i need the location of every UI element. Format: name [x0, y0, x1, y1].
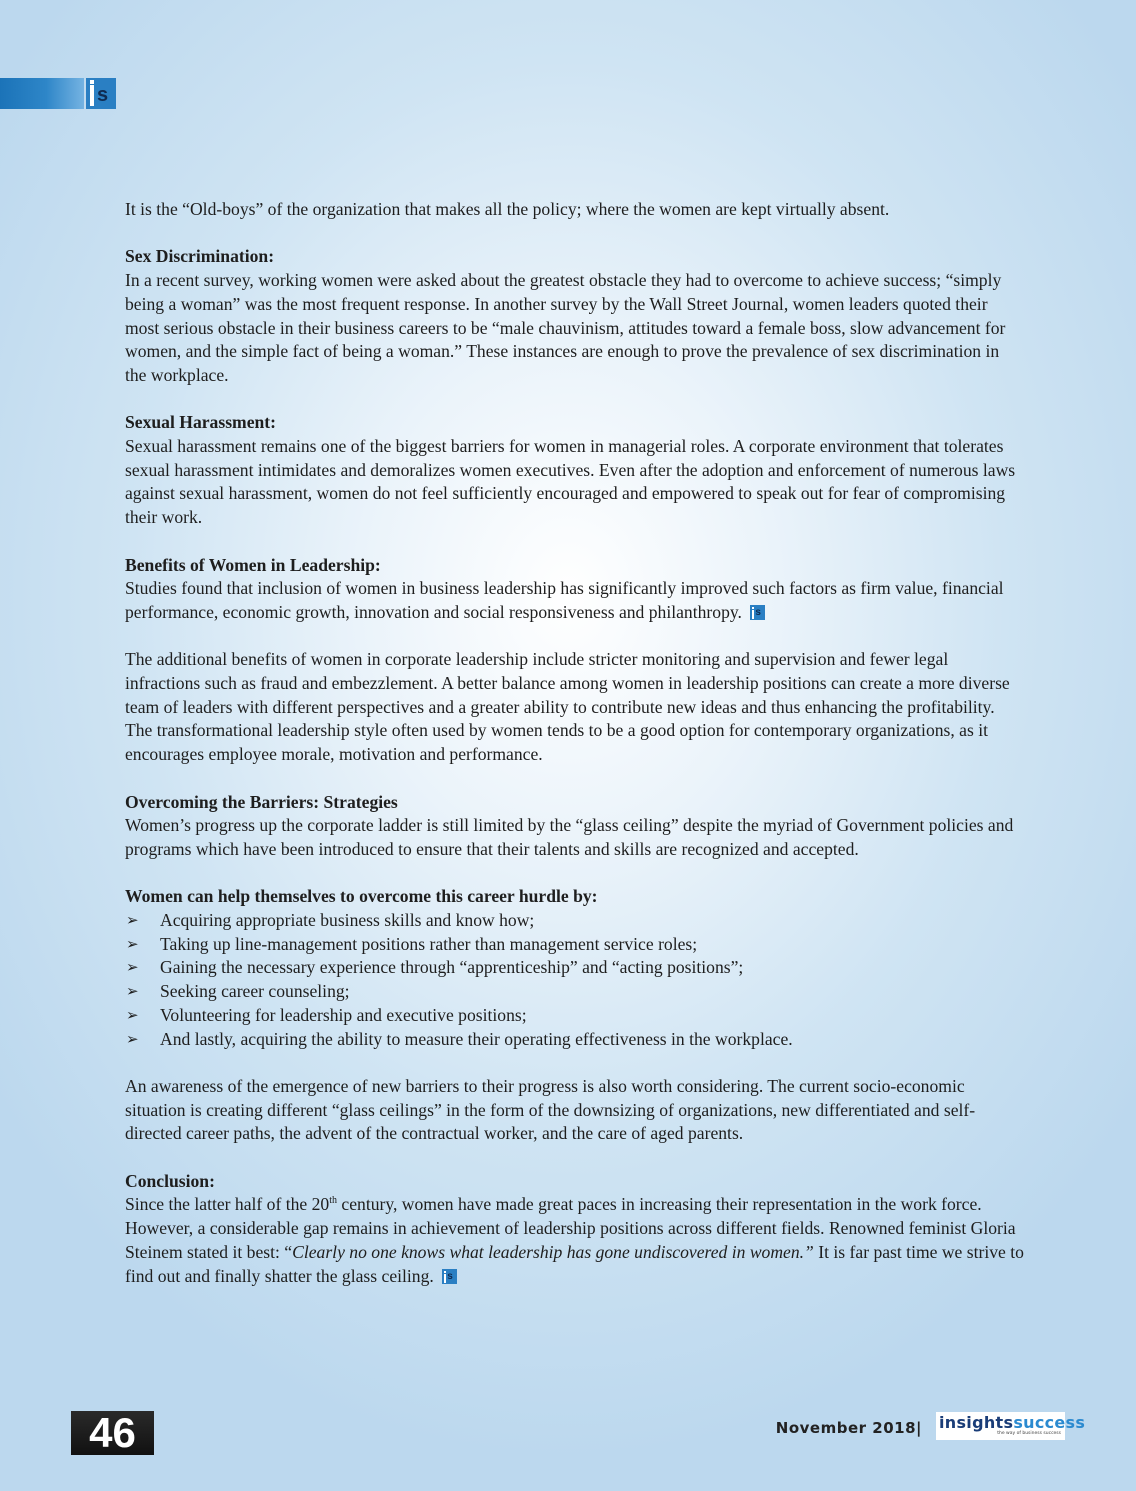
heading-sex-discrimination: Sex Discrimination:: [125, 246, 275, 267]
benefits-text: Studies found that inclusion of women in business leadership has significantly improved such factors as firm value, financial performance, economic growth, innovation and social responsiveness and philanthropy.: [125, 578, 1004, 622]
heading-benefits: Benefits of Women in Leadership:: [125, 554, 381, 575]
arrow-bullet-icon: ➢: [126, 958, 139, 977]
i2-end-mark-icon: s: [442, 1269, 457, 1284]
paragraph-new-barriers: An awareness of the emergence of new barriers to their progress is also worth considering. The current socio-economic situation is creating different “glass ceilings” in the form of the downsizing of organizations, new differentiated and self-directed career paths, the advent of the contractual worker, and the care of aged parents.: [125, 1075, 976, 1144]
list-item: ➢ Acquiring appropriate business skills and know how;: [125, 909, 1025, 933]
paragraph-sex-discrimination: In a recent survey, working women were asked about the greatest obstacle they had to overcome to achieve success; “simply being a woman” was the most frequent response. In another survey by the Wall Street Journal, women leaders quoted their most serious obstacle in their business careers to be “male chauvinism, attitudes toward a female boss, slow advancement for women, and the simple fact of being a woman.” These instances are enough to prove the prevalence of sex discrimination in the workplace.: [125, 270, 1006, 385]
arrow-bullet-icon: ➢: [126, 1005, 139, 1024]
list-item: ➢ Taking up line-management positions rather than management service roles;: [125, 933, 1025, 957]
list-item: ➢ Seeking career counseling;: [125, 980, 1025, 1004]
list-item: ➢ And lastly, acquiring the ability to measure their operating effectiveness in the workplace.: [125, 1028, 1025, 1052]
arrow-bullet-icon: ➢: [126, 934, 139, 953]
article-body: [125, 198, 1025, 1312]
brand-tagline: the way of business success: [997, 1431, 1061, 1436]
brand-name-part2: success: [1013, 1413, 1086, 1432]
list-item: ➢ Gaining the necessary experience through “apprenticeship” and “acting positions”;: [125, 956, 1025, 980]
brand-logo: [936, 1412, 1086, 1440]
list-item: ➢ Volunteering for leadership and executive positions;: [125, 1004, 1025, 1028]
heading-overcoming-barriers: Overcoming the Barriers: Strategies: [125, 791, 398, 812]
intro-paragraph: It is the “Old-boys” of the organization that makes all the policy; where the women are kept virtually absent.: [125, 199, 890, 219]
header-accent-bar: [0, 78, 84, 109]
paragraph-overcoming-barriers: Women’s progress up the corporate ladder is still limited by the “glass ceiling” despite the myriad of Government policies and programs which have been introduced to ensure that their talents and skills are recognized and accepted.: [125, 815, 1014, 859]
paragraph-benefits: [125, 577, 1025, 624]
i2-inline-icon: s: [750, 605, 765, 620]
arrow-bullet-icon: ➢: [126, 911, 139, 929]
page-number: 46: [71, 1411, 154, 1455]
strategy-list: [125, 909, 1025, 1051]
steinem-quote: Clearly no one knows what leadership has gone undiscovered in women.”: [292, 1241, 814, 1262]
paragraph-sexual-harassment: Sexual harassment remains one of the biggest barriers for women in managerial roles. A corporate environment that tolerates sexual harassment intimidates and demoralizes women executives. Even after the adoption and enforcement of numerous laws against sexual harassment, women do not feel sufficiently encouraged and empowered to speak out for fear of compromising their work.: [125, 436, 1016, 528]
brand-name-part1: insights: [939, 1413, 1014, 1432]
paragraph-benefits-additional: The additional benefits of women in corporate leadership include stricter monitoring and supervision and fewer legal infractions such as fraud and embezzlement. A better balance among women in leadership positions can create a more diverse team of leaders with different perspectives and a greater ability to contribute new ideas and thus enhancing the profitability. The transformational leadership style often used by women tends to be a good option for contemporary organizations, as it encourages employee morale, motivation and performance.: [125, 649, 1010, 765]
arrow-bullet-icon: ➢: [126, 982, 139, 1001]
i2-logo-icon: s: [86, 78, 116, 109]
arrow-bullet-icon: ➢: [126, 1029, 139, 1048]
paragraph-conclusion: Since the latter half of the 20th century, women have made great paces in increasing their representation in the work force. However, a considerable gap remains in achievement of leadership positions across different fields. Renowned feminist Gloria Steinem stated it best: “Clearly no one knows what leadership has gone undiscovered in women.” It is far past time we strive to find out and finally shatter the glass ceiling. s: [125, 1194, 1024, 1286]
issue-date: November 2018|: [775, 1419, 922, 1437]
heading-conclusion: Conclusion:: [125, 1170, 215, 1191]
heading-sexual-harassment: Sexual Harassment:: [125, 412, 277, 433]
heading-help-themselves: Women can help themselves to overcome this career hurdle by:: [125, 886, 598, 907]
